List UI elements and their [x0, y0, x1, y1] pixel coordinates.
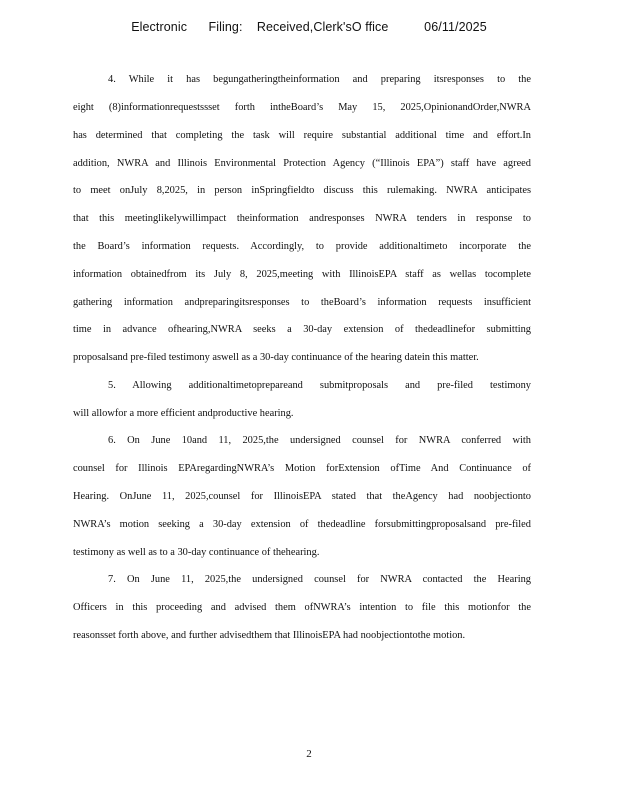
paragraph-7-line-3: reasonsset forth above, and further advisedthem that IllinoisEPA had noobjectiontothe motion. — [73, 630, 466, 641]
paragraph-4-line-5: to meet onJuly 8,2025, in person inSpringfieldto discuss this rulemaking. NWRA anticipates — [73, 185, 531, 196]
paragraph-4-line-4: addition, NWRA and Illinois Environmental Protection Agency (“Illinois EPA”) staff have agreed — [73, 158, 531, 169]
paragraph-6-line-2: counsel for Illinois EPAregardingNWRA’s Motion forExtension ofTime And Continuance of — [73, 463, 531, 474]
electronic-filing-stamp: Electronic Filing: Received,Clerk'sO ffice 06/11/2025 — [131, 20, 487, 34]
page-number: 2 — [306, 748, 312, 760]
paragraph-5-line-1: 5. Allowing additionaltimetoprepareand submitproposals and pre-filed testimony — [108, 380, 531, 391]
paragraph-4-line-8: information obtainedfrom its July 8, 2025,meeting with IllinoisEPA staff as wellas tocomplete — [73, 269, 531, 280]
paragraph-6-line-4: NWRA’s motion seeking a 30-day extension of thedeadline forsubmittingproposalsand pre-filed — [73, 519, 531, 530]
paragraph-4-line-10: time in advance ofhearing,NWRA seeks a 30-day extension of thedeadlinefor submitting — [73, 324, 531, 335]
paragraph-4-line-1: 4. While it has begungatheringtheinformation and preparing itsresponses to the — [108, 74, 531, 85]
paragraph-4-line-7: the Board’s information requests. Accordingly, to provide additionaltimeto incorporate the — [73, 241, 531, 252]
paragraph-6-line-3: Hearing. OnJune 11, 2025,counsel for IllinoisEPA stated that theAgency had noobjectionto — [73, 491, 531, 502]
paragraph-4-line-6: that this meetinglikelywillimpact theinformation andresponses NWRA tenders in response to — [73, 213, 531, 224]
paragraph-4-line-2: eight (8)informationrequestssset forth intheBoard’s May 15, 2025,OpinionandOrder,NWRA — [73, 102, 531, 113]
paragraph-4-line-3: has determined that completing the task will require substantial additional time and effort.In — [73, 130, 531, 141]
paragraph-6-line-5: testimony as well as to a 30-day continuance of thehearing. — [73, 547, 320, 558]
paragraph-5-line-2: will allowfor a more efficient andproductive hearing. — [73, 408, 294, 419]
paragraph-7-line-2: Officers in this proceeding and advised them ofNWRA’s intention to file this motionfor the — [73, 602, 531, 613]
paragraph-7-line-1: 7. On June 11, 2025,the undersigned counsel for NWRA contacted the Hearing — [108, 574, 531, 585]
paragraph-4-line-9: gathering information andpreparingitsresponses to theBoard’s information requests insufficient — [73, 297, 531, 308]
paragraph-4-line-11: proposalsand pre-filed testimony aswell as a 30-day continuance of the hearing datein this matter. — [73, 352, 479, 363]
paragraph-6-line-1: 6. On June 10and 11, 2025,the undersigned counsel for NWRA conferred with — [108, 435, 531, 446]
